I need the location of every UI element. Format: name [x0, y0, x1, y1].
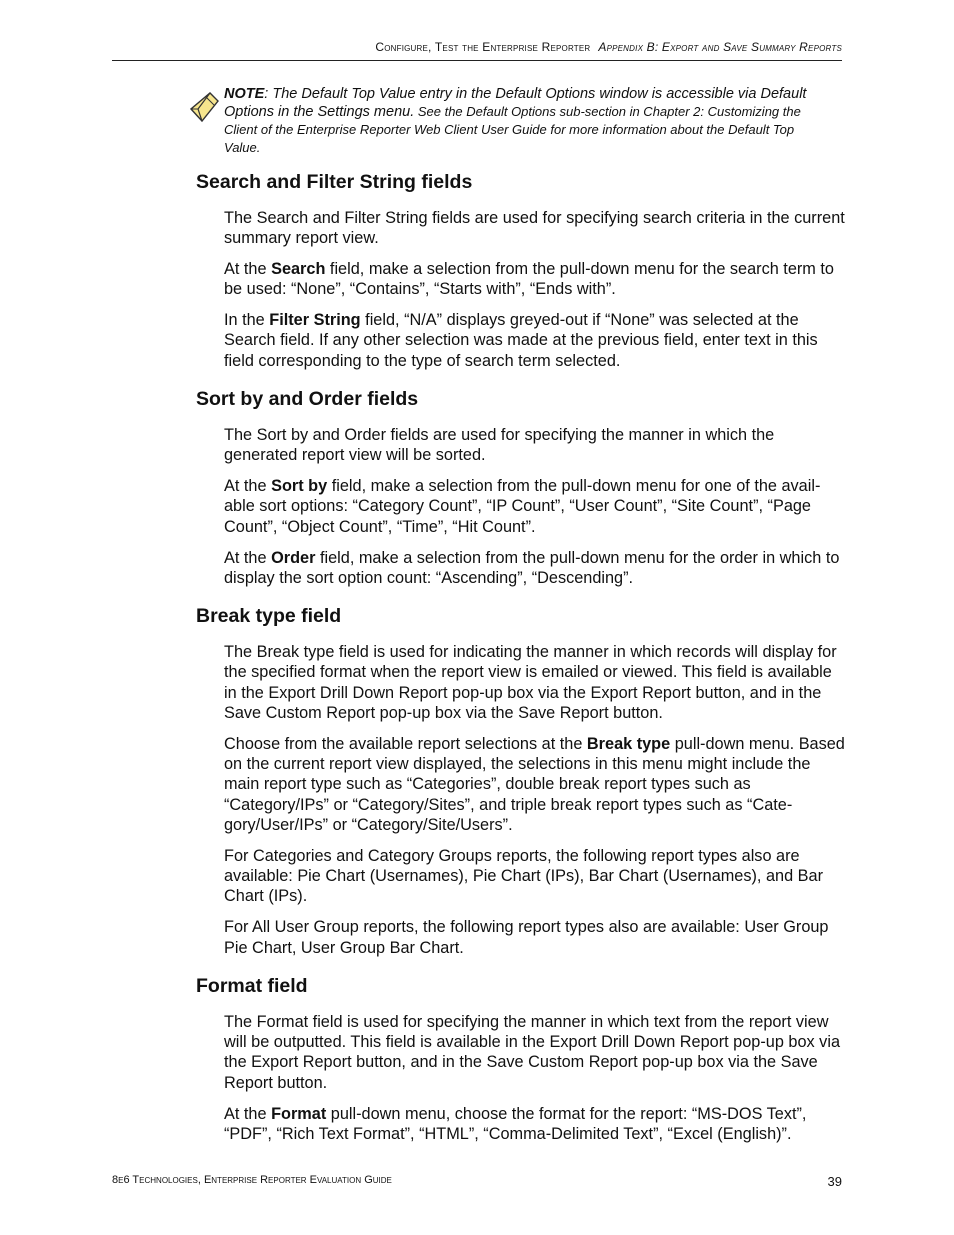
section-heading: Format field — [196, 974, 308, 997]
paragraph: At the Order field, make a selection from the pull-down menu for the order in which to display the sort option count: “Ascending”, “Descending”. — [224, 548, 840, 587]
note-label: NOTE — [224, 86, 265, 102]
paragraph: For All User Group reports, the following report types also are available: User Group Pie Chart, User Group Bar Chart. — [224, 918, 829, 957]
paragraph: At the Format pull-down menu, choose the format for the report: “MS-DOS Text”, “PDF”, “Rich Text Format”, “HTML”, “Comma-Delimited Text”, “Excel (English)”. — [224, 1104, 807, 1143]
section-format — [196, 972, 848, 1144]
section-heading: Search and Filter String fields — [196, 171, 473, 193]
section-heading: Sort by and Order fields — [196, 388, 419, 411]
section-search-filter — [196, 168, 848, 371]
section-heading: Break type field — [196, 605, 342, 628]
paragraph: In the Filter String field, “N/A” displays greyed-out if “None” was selected at the Search field. If any other selection was made at the previous field, enter text in this field corresponding to the type of search term selected. — [224, 311, 818, 370]
paragraph: The Sort by and Order fields are used for specifying the manner in which the generated report view will be sorted. — [224, 426, 775, 465]
page-number: 39 — [827, 1174, 842, 1189]
paragraph: The Break type field is used for indicating the manner in which records will display for the specified format when the report view is emailed or viewed. This field is available in the Export Drill Down Report pop-up box via the Export Report button, and in the Save Custom Report pop-up box via the Save Report button. — [224, 643, 837, 723]
page-footer — [112, 1174, 842, 1189]
header-appendix: Appendix B: Export and Save Summary Reports — [598, 40, 842, 54]
paragraph: The Format field is used for specifying the manner in which text from the report view will be outputted. This field is available in the Export Drill Down Report pop-up box via the Export Report button, and in the Save Custom Report pop-up box via the Save Report button. — [224, 1012, 840, 1092]
paragraph: For Categories and Category Groups reports, the following report types also are available: Pie Chart (Usernames), Pie Chart (IPs), Bar Chart (Usernames), and Bar Chart (IPs). — [224, 846, 823, 906]
footer-title: 8e6 Technologies, Enterprise Reporter Evaluation Guide — [112, 1174, 392, 1186]
paragraph: The Search and Filter String fields are used for specifying search criteria in the current summary report view. — [224, 209, 845, 248]
note-pencil-icon — [188, 89, 222, 123]
main-content — [196, 168, 848, 1158]
note-line2: See the Default Options sub-section in Chapter 2: Customizing the Client of the Enterprise Reporter Web Client User Guide for more information about the Default Top Value. — [224, 104, 801, 155]
note-text — [224, 85, 824, 157]
paragraph: At the Sort by field, make a selection from the pull-down menu for one of the avail-able sort options: “Category Count”, “IP Count”, “User Count”, “Site Count”, “Page Count”, “Object Count”, “Time”, “Hit Count”. — [224, 477, 821, 536]
section-break-type — [196, 602, 848, 958]
header-chapter: Configure, Test the Enterprise Reporter — [375, 40, 591, 54]
note-line1: : The Default Top Value entry in the Default Options window is accessible via Default Options in the Settings menu. — [224, 86, 807, 120]
paragraph: Choose from the available report selections at the Break type pull-down menu. Based on the current report view displayed, the selections in this menu might include the main report type such as “Categories”, double break report types such as “Category/IPs” or “Category/Sites”, and triple break report types such as “Cate-gory/User/IPs” or “Category/Site/Users”. — [224, 734, 845, 835]
paragraph: At the Search field, make a selection from the pull-down menu for the search term to be used: “None”, “Contains”, “Starts with”, “Ends with”. — [224, 260, 834, 299]
page-header — [112, 40, 842, 61]
section-sort-order — [196, 385, 848, 588]
